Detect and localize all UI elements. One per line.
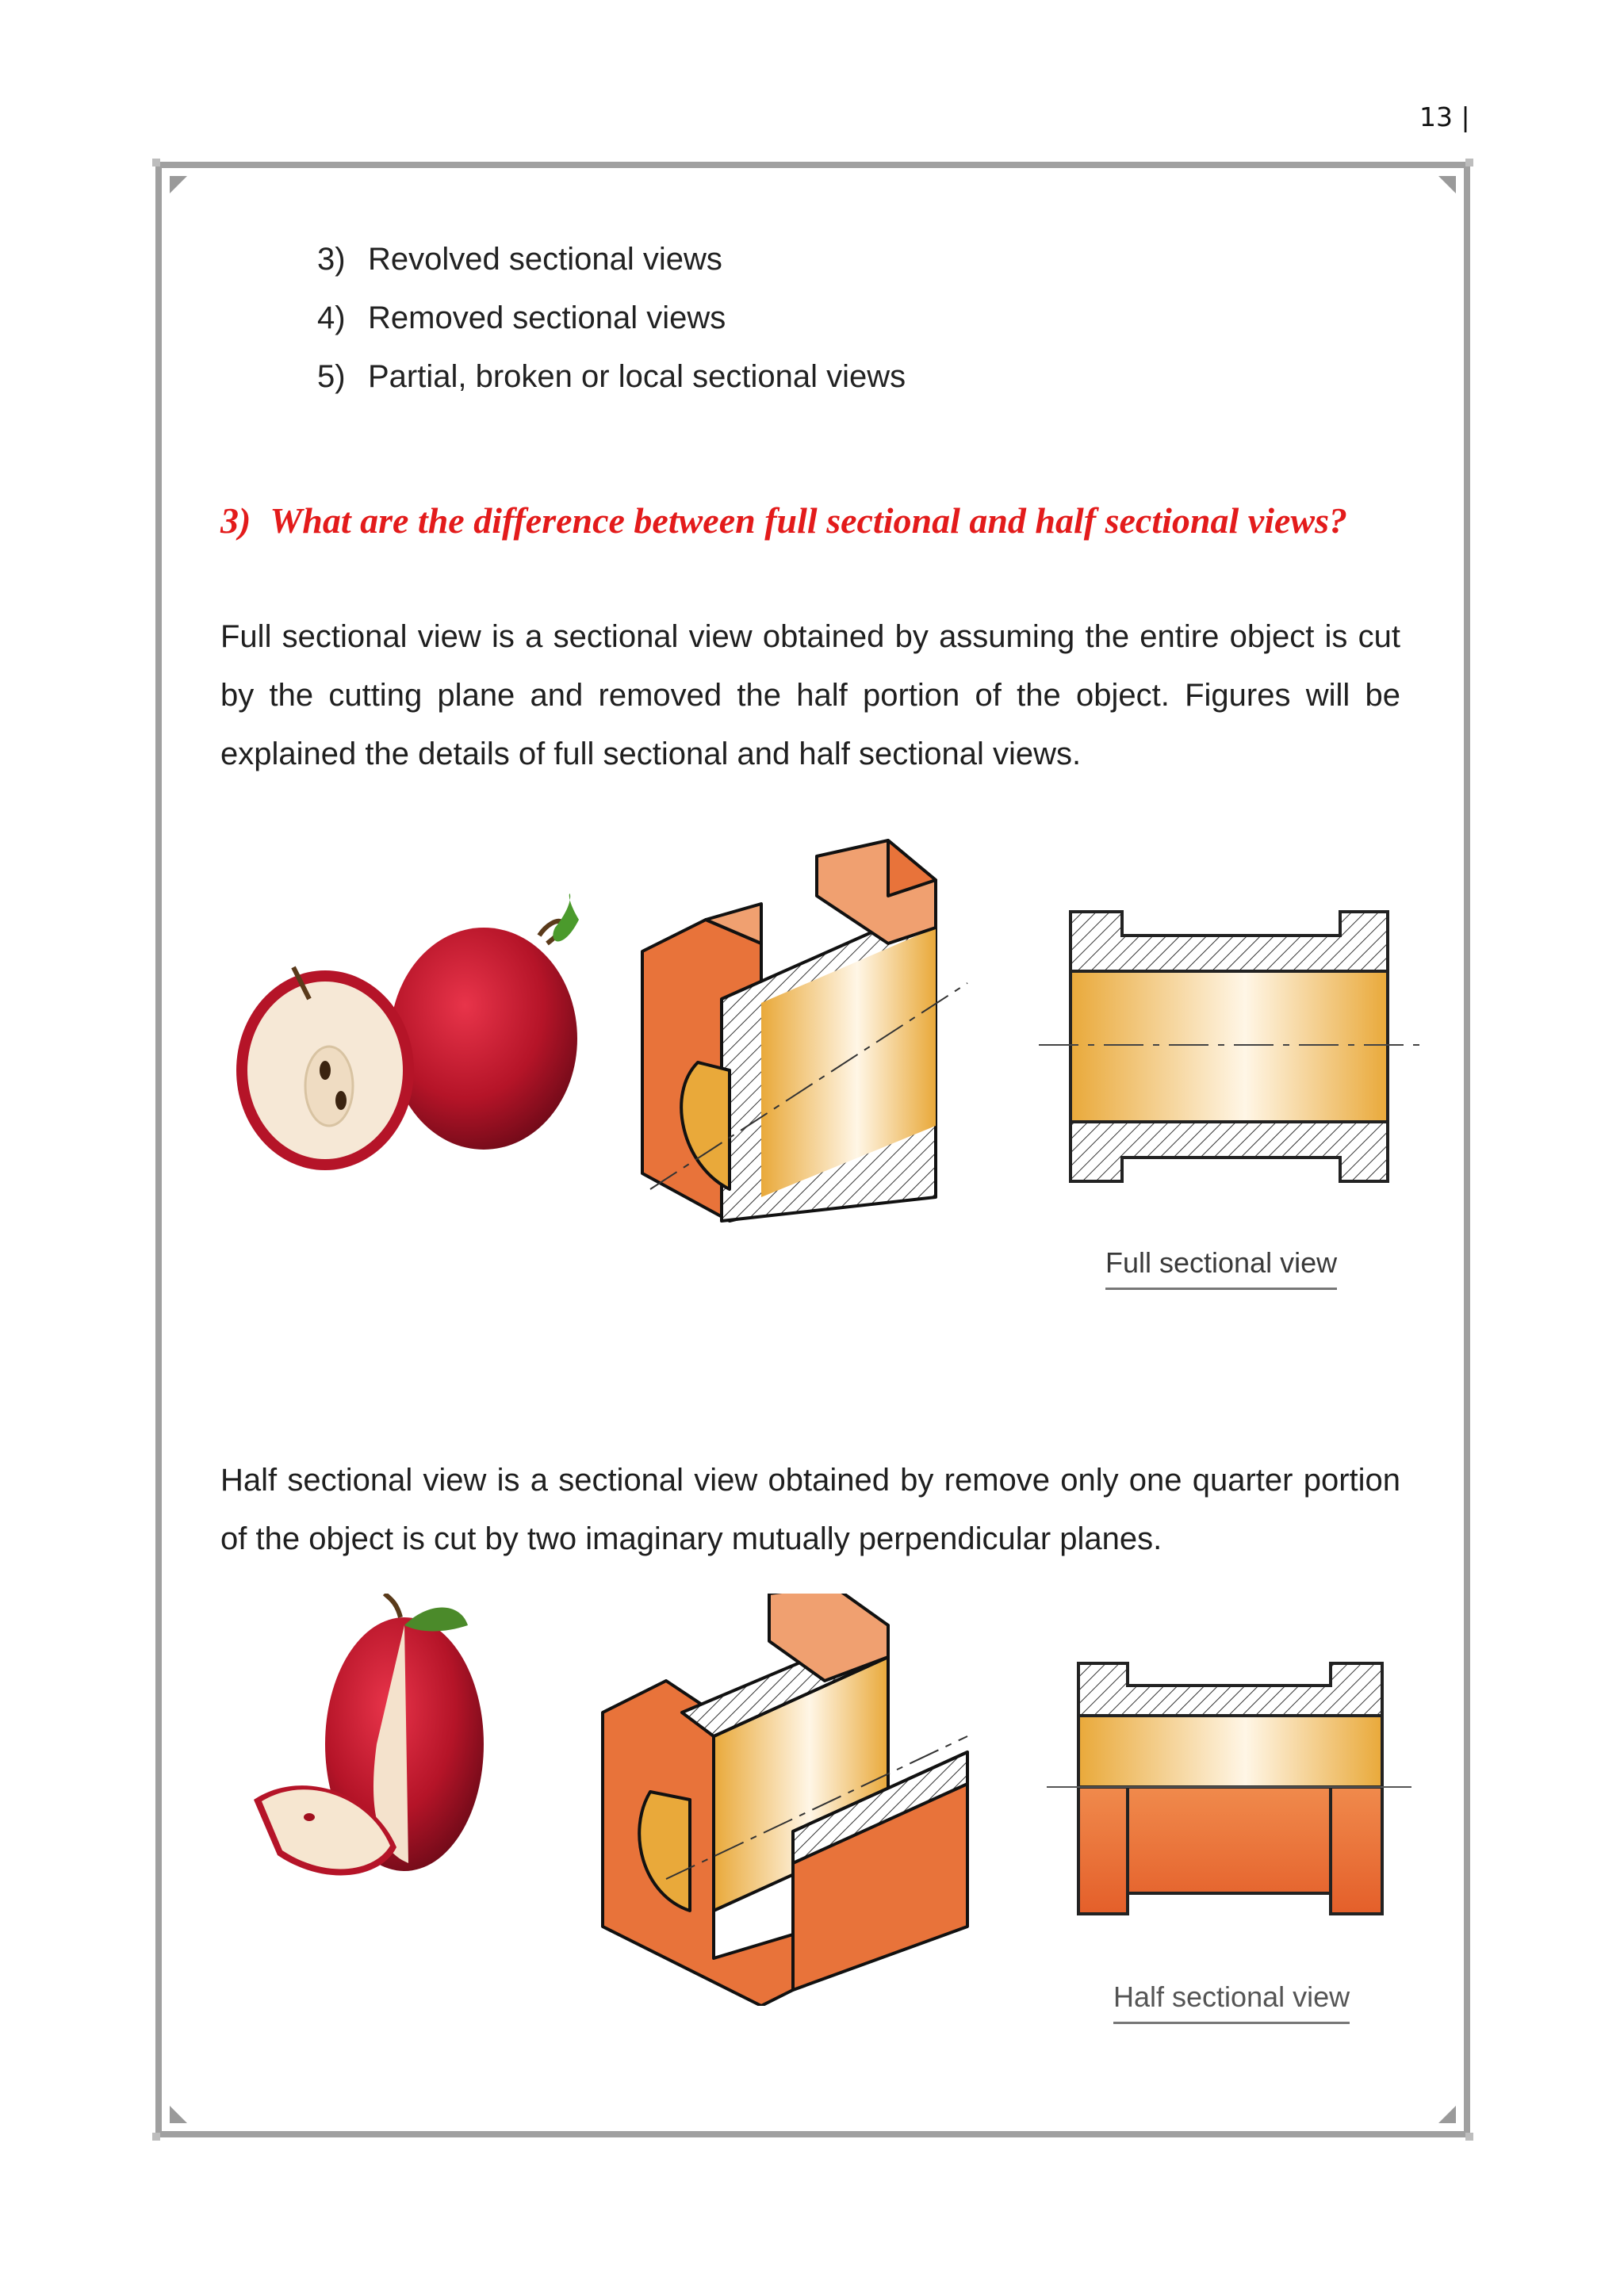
- full-section-3d-drawing: [642, 840, 967, 1221]
- list-item: 3) Revolved sectional views: [317, 242, 722, 277]
- full-sectional-figure: [206, 832, 1443, 1245]
- sectional-views-list: [317, 230, 906, 406]
- half-sectional-figure: [206, 1594, 1443, 2006]
- list-item: 4) Removed sectional views: [317, 300, 726, 335]
- cut-apple-image: [236, 894, 579, 1170]
- half-sectional-caption: Half sectional view: [1113, 1980, 1350, 2024]
- wedge-cut-apple-image: [254, 1594, 484, 1875]
- full-section-2d-drawing: [1039, 912, 1419, 1181]
- half-section-2d-drawing: [1047, 1663, 1411, 1914]
- question-heading: 3) What are the difference between full sectional and half sectional views?: [220, 500, 1347, 541]
- full-section-paragraph: Full sectional view is a sectional view obtained by assuming the entire object is cut by the cutting plane and removed the half portion of the object. Figures will be explained the details of full sectional and half sectional views.: [220, 619, 1400, 771]
- list-item: 5) Partial, broken or local sectional views: [317, 359, 906, 394]
- half-section-3d-drawing: [603, 1594, 967, 2006]
- half-section-paragraph: Half sectional view is a sectional view obtained by remove only one quarter portion of the object is cut by two imaginary mutually perpendicular planes.: [220, 1463, 1400, 1556]
- full-sectional-caption: Full sectional view: [1105, 1246, 1337, 1290]
- page-number: 13 |: [1419, 101, 1470, 132]
